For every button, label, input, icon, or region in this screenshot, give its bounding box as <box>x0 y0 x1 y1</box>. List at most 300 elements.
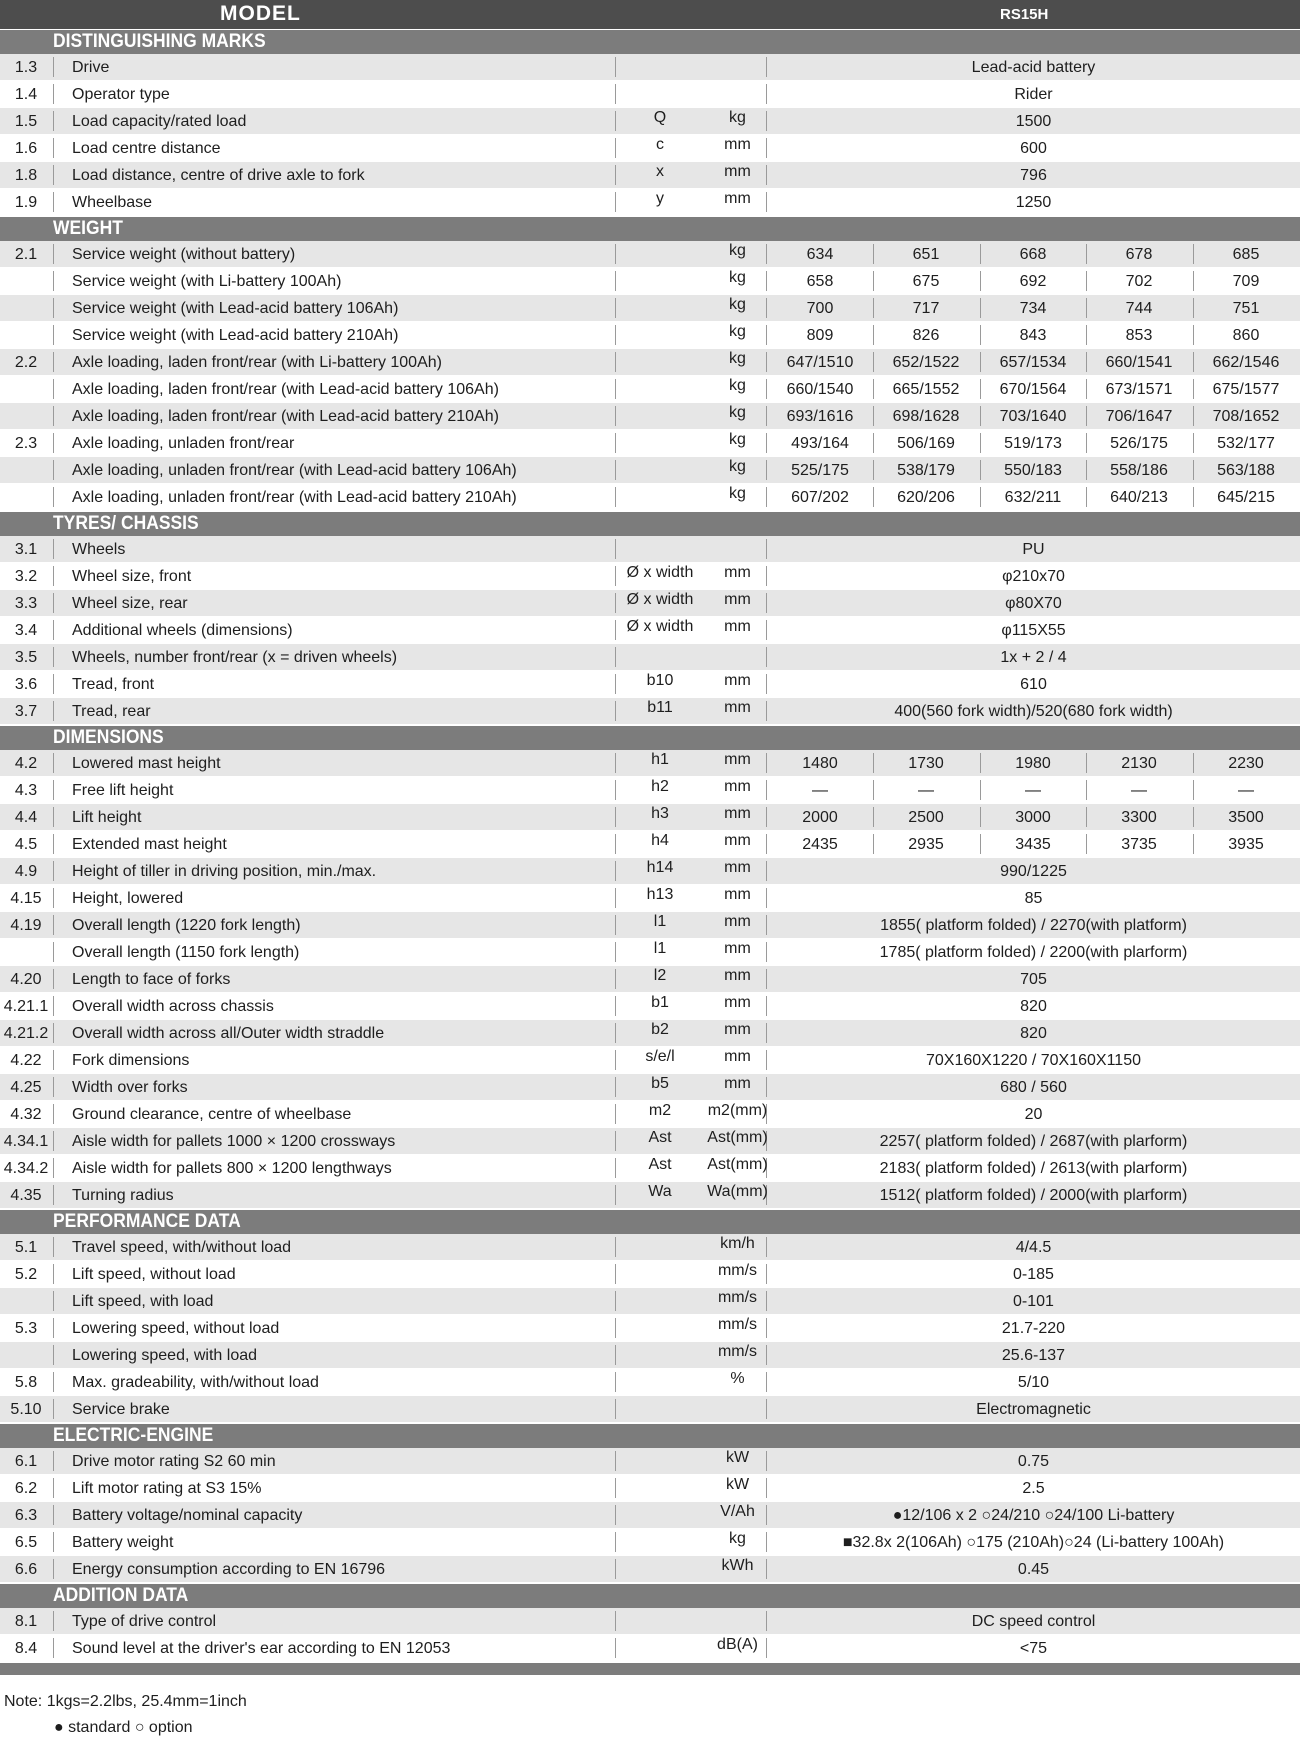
unit-note: Note: 1kgs=2.2lbs, 25.4mm=1inch <box>4 1693 247 1710</box>
row-unit: mm <box>724 1048 751 1065</box>
column-divider <box>53 1158 54 1178</box>
spec-row <box>0 804 1300 831</box>
section-title: PERFORMANCE DATA <box>53 1211 241 1232</box>
spec-row <box>0 1635 1300 1662</box>
row-label: Lift speed, without load <box>72 1266 236 1283</box>
row-label: Overall width across all/Outer width straddle <box>72 1025 385 1042</box>
row-label: Battery weight <box>72 1534 174 1551</box>
row-unit: kg <box>729 485 746 502</box>
row-value-cell: 2000 <box>802 809 838 826</box>
row-unit: kg <box>729 350 746 367</box>
column-divider <box>615 352 616 372</box>
row-symbol: l1 <box>653 940 667 957</box>
row-label: Lift height <box>72 809 142 826</box>
row-value-cell: 493/164 <box>791 435 849 452</box>
row-value: 600 <box>1020 140 1047 157</box>
column-divider <box>53 915 54 935</box>
row-value: 990/1225 <box>1000 863 1067 880</box>
row-number: 5.2 <box>14 1266 38 1283</box>
row-unit: kg <box>729 242 746 259</box>
spec-row <box>0 590 1300 617</box>
row-value-cell: — <box>918 782 934 799</box>
row-number: 6.1 <box>14 1453 38 1470</box>
row-value-cell: 1480 <box>802 755 838 772</box>
row-label: Load distance, centre of drive axle to fork <box>72 167 365 184</box>
section-title: ADDITION DATA <box>53 1585 189 1606</box>
row-value: <75 <box>1019 1640 1048 1657</box>
row-value-cell: 2130 <box>1121 755 1157 772</box>
column-divider <box>53 780 54 800</box>
column-divider <box>615 1345 616 1365</box>
spec-row <box>0 430 1300 457</box>
row-label: Wheel size, rear <box>72 595 188 612</box>
spec-row <box>0 1396 1300 1423</box>
section-title: ELECTRIC-ENGINE <box>53 1425 214 1446</box>
section-title: WEIGHT <box>53 218 123 239</box>
spec-row <box>0 912 1300 939</box>
column-divider <box>53 192 54 212</box>
row-unit: kg <box>729 109 746 126</box>
row-number: 6.6 <box>14 1561 38 1578</box>
row-unit: kg <box>729 431 746 448</box>
row-value-cell: 734 <box>1019 300 1047 317</box>
row-unit: mm <box>724 913 751 930</box>
column-divider <box>615 1237 616 1257</box>
section-header <box>0 216 1300 241</box>
row-label: Aisle width for pallets 800 × 1200 lengthways <box>72 1160 392 1177</box>
row-label: Type of drive control <box>72 1613 217 1630</box>
row-label: Overall width across chassis <box>72 998 274 1015</box>
spec-row <box>0 1074 1300 1101</box>
row-value-cell: 519/173 <box>1004 435 1062 452</box>
row-label: Operator type <box>72 86 170 103</box>
row-value-cell: 1730 <box>908 755 944 772</box>
column-divider <box>53 1478 54 1498</box>
row-unit: mm <box>724 994 751 1011</box>
section-header <box>0 1583 1300 1608</box>
row-unit: V/Ah <box>720 1503 755 1520</box>
row-value-cell: 1980 <box>1015 755 1051 772</box>
row-number: 1.4 <box>14 86 38 103</box>
row-number: 3.4 <box>14 622 38 639</box>
column-divider <box>615 487 616 507</box>
row-label: Axle loading, laden front/rear (with Li-battery 100Ah) <box>72 354 442 371</box>
row-value-cell: 843 <box>1019 327 1047 344</box>
row-number: 3.7 <box>14 703 38 720</box>
spec-row <box>0 1315 1300 1342</box>
row-value: 705 <box>1020 971 1047 988</box>
row-value: 4/4.5 <box>1015 1239 1052 1256</box>
row-value-cell: 693/1616 <box>786 408 854 425</box>
row-symbol: b11 <box>647 699 673 716</box>
spec-row <box>0 162 1300 189</box>
row-label: Axle loading, laden front/rear (with Lead-acid battery 106Ah) <box>72 381 499 398</box>
row-symbol: h1 <box>651 751 669 768</box>
row-unit: kg <box>729 377 746 394</box>
column-divider <box>615 244 616 264</box>
column-divider <box>53 271 54 291</box>
row-label: Axle loading, unladen front/rear (with Lead-acid battery 210Ah) <box>72 489 517 506</box>
row-value-cell: 675 <box>912 273 940 290</box>
spec-row <box>0 457 1300 484</box>
column-divider <box>53 325 54 345</box>
row-value-cell: 3435 <box>1015 836 1051 853</box>
row-value-cell: 526/175 <box>1110 435 1168 452</box>
row-value-cell: 2230 <box>1228 755 1264 772</box>
row-number: 6.5 <box>14 1534 38 1551</box>
column-divider <box>53 111 54 131</box>
row-value: 796 <box>1020 167 1047 184</box>
column-divider <box>53 1077 54 1097</box>
row-value: 0-101 <box>1013 1293 1054 1310</box>
row-value-cell: 640/213 <box>1110 489 1168 506</box>
column-divider <box>53 1104 54 1124</box>
row-label: Wheels, number front/rear (x = driven wheels) <box>72 649 398 666</box>
row-value-cell: 550/183 <box>1004 462 1062 479</box>
row-value: 70X160X1220 / 70X160X1150 <box>925 1052 1141 1069</box>
row-number: 3.6 <box>14 676 38 693</box>
spec-row <box>0 536 1300 563</box>
row-value-cell: — <box>1238 782 1254 799</box>
column-divider <box>615 1291 616 1311</box>
row-number: 4.25 <box>10 1079 42 1096</box>
row-label: Overall length (1150 fork length) <box>72 944 300 961</box>
row-value-cell: 620/206 <box>897 489 955 506</box>
spec-row <box>0 268 1300 295</box>
row-unit: mm <box>724 591 751 608</box>
column-divider <box>615 271 616 291</box>
row-value-cell: 2500 <box>908 809 944 826</box>
spec-row <box>0 617 1300 644</box>
section-title: TYRES/ CHASSIS <box>53 513 199 534</box>
column-divider <box>53 460 54 480</box>
spec-row <box>0 1182 1300 1209</box>
column-divider <box>615 1399 616 1419</box>
row-unit: mm <box>724 886 751 903</box>
row-number: 8.4 <box>14 1640 38 1657</box>
table-end-bar <box>0 1662 1300 1675</box>
row-label: Height, lowered <box>72 890 184 907</box>
column-divider <box>615 1505 616 1525</box>
column-divider <box>53 1131 54 1151</box>
spec-row <box>0 1288 1300 1315</box>
row-value: 820 <box>1020 1025 1047 1042</box>
row-value: 1512( platform folded) / 2000(with plarform) <box>879 1187 1188 1204</box>
row-symbol: Q <box>653 109 667 126</box>
spec-row <box>0 777 1300 804</box>
row-unit: dB(A) <box>717 1636 758 1653</box>
row-value-cell: — <box>1131 782 1147 799</box>
row-unit: mm <box>724 699 751 716</box>
row-unit: mm <box>724 940 751 957</box>
column-divider <box>53 888 54 908</box>
row-value-cell: 673/1571 <box>1105 381 1173 398</box>
row-value-cell: 532/177 <box>1217 435 1275 452</box>
row-value-cell: 506/169 <box>897 435 955 452</box>
spec-row <box>0 1448 1300 1475</box>
row-number: 5.8 <box>14 1374 38 1391</box>
row-value-cell: 607/202 <box>791 489 849 506</box>
column-divider <box>53 861 54 881</box>
column-divider <box>53 1185 54 1205</box>
column-divider <box>53 593 54 613</box>
column-divider <box>53 406 54 426</box>
column-divider <box>615 1638 616 1658</box>
spec-row <box>0 939 1300 966</box>
row-symbol: h2 <box>651 778 669 795</box>
row-unit: mm <box>724 190 751 207</box>
column-divider <box>53 165 54 185</box>
row-value-cell: 700 <box>806 300 834 317</box>
row-label: Tread, rear <box>72 703 151 720</box>
row-value-cell: 678 <box>1125 246 1153 263</box>
column-divider <box>53 1532 54 1552</box>
row-number: 8.1 <box>14 1613 38 1630</box>
row-label: Drive motor rating S2 60 min <box>72 1453 276 1470</box>
row-label: Length to face of forks <box>72 971 231 988</box>
spec-row <box>0 403 1300 430</box>
column-divider <box>53 1291 54 1311</box>
row-value: 1x + 2 / 4 <box>1000 649 1067 666</box>
row-unit: mm <box>724 778 751 795</box>
row-unit: kg <box>729 404 746 421</box>
row-label: Lowering speed, without load <box>72 1320 280 1337</box>
row-number: 5.10 <box>10 1401 42 1418</box>
row-number: 2.1 <box>14 246 38 263</box>
row-value-cell: 708/1652 <box>1212 408 1280 425</box>
row-symbol: Ast <box>648 1156 672 1173</box>
row-value-cell: 645/215 <box>1217 489 1275 506</box>
row-value: ■32.8x 2(106Ah) ○175 (210Ah)○24 (Li-battery 100Ah) <box>842 1534 1225 1551</box>
row-number: 4.3 <box>14 782 38 799</box>
column-divider <box>53 298 54 318</box>
row-label: Wheels <box>72 541 126 558</box>
spec-row <box>0 189 1300 216</box>
row-value-cell: 657/1534 <box>999 354 1067 371</box>
row-value: Rider <box>1014 86 1053 103</box>
column-divider <box>53 969 54 989</box>
row-symbol: y <box>656 190 664 207</box>
row-unit: mm <box>724 832 751 849</box>
column-divider <box>53 487 54 507</box>
row-number: 1.5 <box>14 113 38 130</box>
column-divider <box>53 753 54 773</box>
spec-row <box>0 993 1300 1020</box>
column-divider <box>615 647 616 667</box>
section-header <box>0 511 1300 536</box>
row-number: 4.21.1 <box>3 998 49 1015</box>
model-label: MODEL <box>220 2 301 25</box>
spec-row <box>0 1502 1300 1529</box>
row-value: 1250 <box>1015 194 1052 211</box>
row-value: 85 <box>1024 890 1043 907</box>
row-symbol: h13 <box>646 886 674 903</box>
row-label: Axle loading, unladen front/rear (with Lead-acid battery 106Ah) <box>72 462 517 479</box>
column-divider <box>615 1532 616 1552</box>
row-number: 4.34.1 <box>3 1133 49 1150</box>
row-unit: mm <box>724 618 751 635</box>
row-unit: kW <box>725 1476 750 1493</box>
row-value-cell: 558/186 <box>1110 462 1168 479</box>
spec-row <box>0 295 1300 322</box>
row-value-cell: 751 <box>1232 300 1260 317</box>
row-value-cell: 563/188 <box>1217 462 1275 479</box>
row-number: 6.3 <box>14 1507 38 1524</box>
row-unit: Ast(mm) <box>707 1129 768 1146</box>
row-label: Service weight (with Lead-acid battery 210Ah) <box>72 327 399 344</box>
spec-row <box>0 1261 1300 1288</box>
row-value: 21.7-220 <box>1001 1320 1066 1337</box>
section-header <box>0 725 1300 750</box>
row-value: 1785( platform folded) / 2200(with plarform) <box>879 944 1188 961</box>
column-divider <box>53 138 54 158</box>
column-divider <box>53 84 54 104</box>
row-symbol: l2 <box>653 967 667 984</box>
column-divider <box>53 433 54 453</box>
spec-row <box>0 484 1300 511</box>
column-divider <box>53 1372 54 1392</box>
column-divider <box>53 1399 54 1419</box>
row-number: 3.5 <box>14 649 38 666</box>
row-unit: mm <box>724 672 751 689</box>
row-value: 0.75 <box>1017 1453 1050 1470</box>
column-divider <box>53 539 54 559</box>
row-number: 2.2 <box>14 354 38 371</box>
row-value-cell: 706/1647 <box>1105 408 1173 425</box>
spec-row <box>0 671 1300 698</box>
row-symbol: Ast <box>648 1129 672 1146</box>
row-number: 4.20 <box>10 971 42 988</box>
row-label: Lift speed, with load <box>72 1293 214 1310</box>
row-value-cell: 809 <box>806 327 834 344</box>
column-divider <box>53 834 54 854</box>
row-value-cell: 3500 <box>1228 809 1264 826</box>
row-label: Tread, front <box>72 676 155 693</box>
row-value: φ115X55 <box>1001 622 1066 639</box>
row-unit: kg <box>729 458 746 475</box>
row-label: Width over forks <box>72 1079 188 1096</box>
row-label: Service weight (without battery) <box>72 246 296 263</box>
spec-row <box>0 349 1300 376</box>
column-divider <box>615 298 616 318</box>
column-divider <box>615 406 616 426</box>
row-unit: kg <box>729 269 746 286</box>
row-symbol: x <box>656 163 664 180</box>
column-divider <box>53 1264 54 1284</box>
row-label: Lift motor rating at S3 15% <box>72 1480 262 1497</box>
row-value: PU <box>1022 541 1045 558</box>
column-divider <box>53 996 54 1016</box>
row-value: Electromagnetic <box>976 1401 1091 1418</box>
row-number: 4.19 <box>10 917 42 934</box>
spec-row <box>0 698 1300 725</box>
spec-row <box>0 54 1300 81</box>
column-divider <box>53 352 54 372</box>
row-value: ●12/106 x 2 ○24/210 ○24/100 Li-battery <box>892 1507 1175 1524</box>
column-divider <box>615 1264 616 1284</box>
spec-table <box>0 29 1300 1662</box>
column-divider <box>615 1478 616 1498</box>
row-label: Max. gradeability, with/without load <box>72 1374 319 1391</box>
row-unit: mm <box>724 1021 751 1038</box>
row-label: Fork dimensions <box>72 1052 190 1069</box>
column-divider <box>53 807 54 827</box>
row-value: φ210x70 <box>1002 568 1065 585</box>
row-unit: mm <box>724 751 751 768</box>
row-value-cell: — <box>1025 782 1041 799</box>
spec-row <box>0 885 1300 912</box>
column-divider <box>615 539 616 559</box>
column-divider <box>53 1237 54 1257</box>
row-value-cell: 538/179 <box>897 462 955 479</box>
row-label: Extended mast height <box>72 836 227 853</box>
row-value-cell: 658 <box>806 273 834 290</box>
spec-row <box>0 135 1300 162</box>
row-label: Service brake <box>72 1401 170 1418</box>
row-value-cell: 3935 <box>1228 836 1264 853</box>
row-label: Axle loading, laden front/rear (with Lead-acid battery 210Ah) <box>72 408 499 425</box>
row-number: 3.2 <box>14 568 38 585</box>
row-value: 2183( platform folded) / 2613(with plarform) <box>879 1160 1188 1177</box>
row-value-cell: 632/211 <box>1004 489 1062 506</box>
row-label: Battery voltage/nominal capacity <box>72 1507 303 1524</box>
row-unit: mm <box>724 136 751 153</box>
section-header <box>0 29 1300 54</box>
column-divider <box>53 1505 54 1525</box>
row-value-cell: 652/1522 <box>892 354 960 371</box>
column-divider <box>53 647 54 667</box>
row-unit: kg <box>729 296 746 313</box>
column-divider <box>53 57 54 77</box>
row-value-cell: 675/1577 <box>1212 381 1280 398</box>
row-symbol: b5 <box>651 1075 669 1092</box>
row-number: 4.22 <box>10 1052 42 1069</box>
row-number: 5.3 <box>14 1320 38 1337</box>
row-symbol: s/e/l <box>645 1048 675 1065</box>
row-unit: kg <box>729 1530 746 1547</box>
row-unit: km/h <box>720 1235 755 1252</box>
row-symbol: Ø x width <box>626 564 694 581</box>
row-label: Drive <box>72 59 110 76</box>
spec-row <box>0 563 1300 590</box>
spec-row <box>0 644 1300 671</box>
row-symbol: c <box>656 136 664 153</box>
row-value: φ80X70 <box>1005 595 1062 612</box>
row-value-cell: 3735 <box>1121 836 1157 853</box>
row-number: 2.3 <box>14 435 38 452</box>
row-symbol: h14 <box>646 859 674 876</box>
row-label: Service weight (with Li-battery 100Ah) <box>72 273 342 290</box>
row-label: Additional wheels (dimensions) <box>72 622 293 639</box>
column-divider <box>615 325 616 345</box>
row-number: 3.3 <box>14 595 38 612</box>
row-number: 4.4 <box>14 809 38 826</box>
column-divider <box>615 379 616 399</box>
row-label: Wheelbase <box>72 194 153 211</box>
row-label: Height of tiller in driving position, min./max. <box>72 863 377 880</box>
spec-row <box>0 1101 1300 1128</box>
row-value-cell: 670/1564 <box>999 381 1067 398</box>
row-value: 0.45 <box>1017 1561 1050 1578</box>
spec-row <box>0 1369 1300 1396</box>
row-value-cell: 853 <box>1125 327 1153 344</box>
row-value-cell: 698/1628 <box>892 408 960 425</box>
row-value: 820 <box>1020 998 1047 1015</box>
row-number: 6.2 <box>14 1480 38 1497</box>
row-value-cell: 685 <box>1232 246 1260 263</box>
spec-row <box>0 966 1300 993</box>
footnote <box>0 1675 1300 1735</box>
